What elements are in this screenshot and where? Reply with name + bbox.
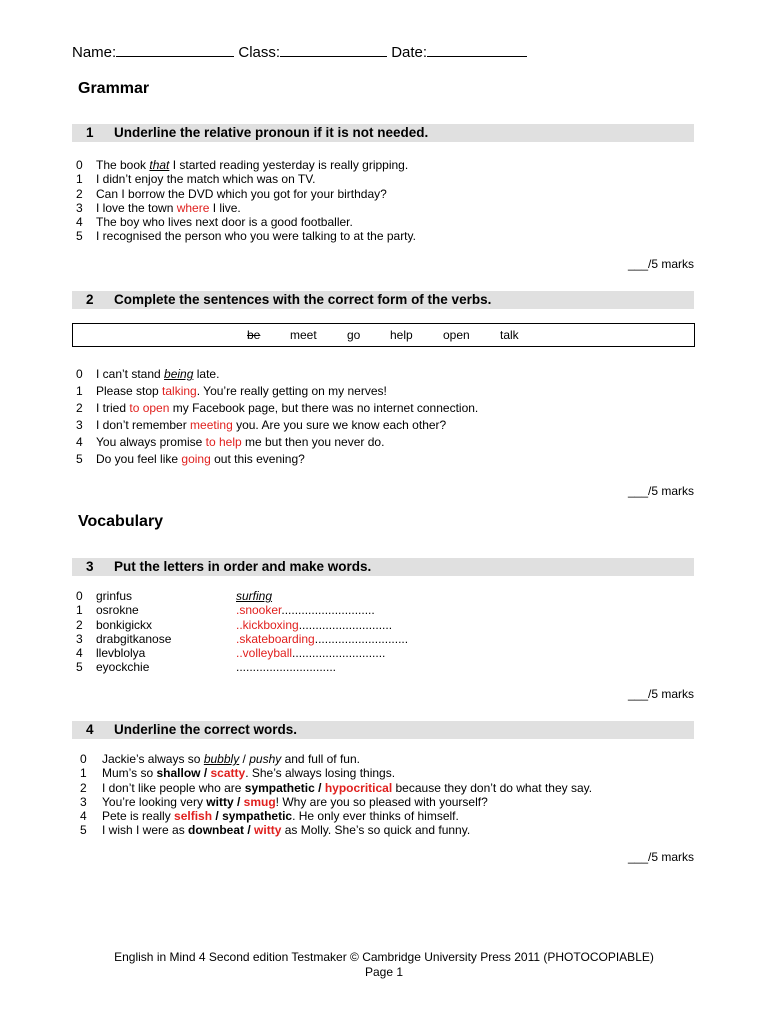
item-text: ! Why are you so pleased with yourself? [275, 794, 488, 809]
item-text: / [233, 794, 244, 809]
item-text: I recognised the person who you were talking to at the party. [96, 229, 416, 244]
example-answer: bubbly [203, 752, 240, 766]
exercise-number: 4 [86, 722, 94, 737]
answer-text: meeting [190, 418, 233, 432]
item-text: my Facebook page, but there was no internet connection. [169, 401, 479, 415]
item-number: 3 [80, 794, 87, 809]
item-number: 1 [76, 172, 83, 187]
marks-label: ___/5 marks [627, 687, 694, 701]
answer-text: ..volleyball [236, 646, 293, 661]
item-number: 4 [76, 215, 83, 230]
item-number: 5 [76, 452, 83, 466]
answer-text: scatty [210, 766, 246, 781]
item-text: / [212, 809, 223, 824]
item-text: Do you feel like [96, 452, 182, 466]
answer-text: .skateboarding [236, 631, 315, 646]
word-box-item: meet [290, 328, 317, 342]
name-blank[interactable] [116, 42, 234, 57]
item-number: 4 [76, 435, 83, 449]
word-box-item: go [347, 328, 361, 342]
item-text: out this evening? [210, 452, 305, 466]
class-blank[interactable] [280, 42, 387, 57]
jumbled-word: llevblolya [96, 646, 146, 661]
example-answer: being [164, 367, 194, 381]
item-text: You’re looking very [102, 794, 207, 809]
item-number: 3 [76, 631, 83, 646]
word-box-item: help [390, 328, 413, 342]
item-number: 4 [76, 646, 83, 661]
item-text: I didn’t enjoy the match which was on TV. [96, 172, 316, 187]
answer-text: hypocritical [324, 780, 393, 795]
name-label: Name: [72, 44, 117, 61]
item-text: late. [193, 367, 220, 381]
answer-dots: ............................ [292, 646, 386, 661]
copyright-line: English in Mind 4 Second edition Testmaker © Cambridge University Press 2011 (PHOTOCOPIABLE) [114, 950, 654, 964]
answer-text: smug [243, 794, 276, 809]
marks-label: ___/5 marks [627, 257, 694, 271]
item-text: I don’t remember [96, 418, 191, 432]
item-text: me but then you never do. [241, 435, 385, 449]
exercise-instruction: Put the letters in order and make words. [114, 559, 372, 574]
item-text: I tried [96, 401, 130, 415]
exercise-1-instruction-bar [72, 124, 694, 142]
answer-dots: ............................ [314, 631, 409, 646]
vocabulary-heading: Vocabulary [78, 513, 164, 530]
item-number: 4 [80, 809, 87, 824]
page-footer [0, 950, 768, 980]
date-label: Date: [391, 44, 428, 61]
exercise-instruction: Underline the relative pronoun if it is not needed. [114, 125, 429, 140]
item-number: 1 [80, 766, 87, 781]
answer-dots: ............................ [298, 617, 393, 632]
item-number: 5 [76, 229, 83, 244]
date-blank[interactable] [427, 42, 527, 57]
item-number: 1 [76, 603, 83, 618]
option-text: sympathetic [244, 780, 315, 795]
item-text: The boy who lives next door is a good footballer. [96, 215, 353, 230]
item-number: 0 [80, 752, 87, 766]
item-text: because they don’t do what they say. [392, 780, 593, 795]
item-text: and full of fun. [281, 752, 360, 766]
item-number: 3 [76, 418, 83, 432]
student-info-header [72, 42, 527, 61]
jumbled-word: bonkigickx [96, 617, 153, 632]
jumbled-word: drabgitkanose [96, 631, 172, 646]
option-text: downbeat [188, 823, 245, 838]
exercise-instruction: Complete the sentences with the correct form of the verbs. [114, 292, 492, 307]
item-text: I can’t stand [96, 367, 165, 381]
item-text: The book [96, 158, 150, 172]
answer-text: going [181, 452, 211, 466]
grammar-heading: Grammar [78, 80, 150, 97]
item-text: as Molly. She’s so quick and funny. [281, 823, 471, 838]
jumbled-word: osrokne [96, 603, 139, 618]
item-text: I don’t like people who are [102, 780, 245, 795]
item-text: I started reading yesterday is really gripping. [169, 158, 409, 172]
item-number: 2 [76, 401, 83, 415]
exercise-number: 2 [86, 292, 94, 307]
exercise-2-instruction-bar [72, 291, 694, 309]
item-number: 2 [76, 186, 83, 201]
item-text: Pete is really [102, 809, 175, 824]
word-box-item: talk [500, 328, 519, 342]
exercise-number: 1 [86, 125, 94, 140]
item-text: / [200, 766, 211, 781]
marks-label: ___/5 marks [627, 484, 694, 498]
answer-text: selfish [174, 809, 213, 824]
item-number: 0 [76, 367, 83, 381]
item-text: you. Are you sure we know each other? [232, 418, 447, 432]
example-answer: surfing [236, 589, 273, 603]
jumbled-word: grinfus [96, 589, 133, 603]
word-box-item: open [443, 328, 470, 342]
exercise-3-instruction-bar [72, 558, 694, 576]
answer-text: where [176, 200, 210, 215]
marks-label: ___/5 marks [627, 850, 694, 864]
item-number: 3 [76, 200, 83, 215]
answer-text: ..kickboxing [236, 617, 299, 632]
word-box-item: be [247, 328, 261, 342]
item-text: Can I borrow the DVD which you got for your birthday? [96, 186, 387, 201]
item-text: Jackie’s always so [102, 752, 204, 766]
class-label: Class: [238, 44, 281, 61]
item-text: . He only ever thinks of himself. [292, 809, 459, 824]
item-text: / [239, 752, 250, 766]
exercise-instruction: Underline the correct words. [114, 722, 298, 737]
option-text: shallow [156, 766, 201, 781]
answer-text: .snooker [236, 603, 282, 618]
item-number: 5 [80, 823, 87, 838]
jumbled-word: eyockchie [96, 660, 150, 675]
answer-dots: .............................. [236, 660, 337, 675]
item-number: 1 [76, 384, 83, 398]
item-number: 2 [80, 780, 87, 795]
item-text: I love the town [96, 200, 177, 215]
exercise-4-instruction-bar [72, 721, 694, 739]
page-number: Page 1 [364, 965, 404, 979]
item-text: . You’re really getting on my nerves! [196, 384, 387, 398]
item-text: I wish I were as [102, 823, 189, 838]
answer-text: witty [254, 823, 282, 838]
answer-text: to open [129, 401, 170, 415]
answer-dots: ............................ [281, 603, 375, 618]
item-text: You always promise [96, 435, 206, 449]
option-text: pushy [249, 752, 282, 766]
item-text: I live. [209, 200, 241, 215]
item-text: / [314, 780, 325, 795]
answer-text: talking [162, 384, 197, 398]
item-text: Please stop [96, 384, 163, 398]
item-number: 2 [76, 617, 83, 632]
example-answer: that [149, 158, 170, 172]
answer-text: to help [205, 435, 242, 449]
option-text: witty [206, 794, 234, 809]
exercise-number: 3 [86, 559, 94, 574]
item-text: / [244, 823, 255, 838]
item-number: 0 [76, 589, 83, 603]
word-box [72, 323, 695, 347]
item-text: Mum’s so [102, 766, 157, 781]
option-text: sympathetic [222, 809, 293, 824]
item-text: . She’s always losing things. [245, 766, 396, 781]
item-number: 0 [76, 158, 83, 172]
item-number: 5 [76, 660, 83, 675]
